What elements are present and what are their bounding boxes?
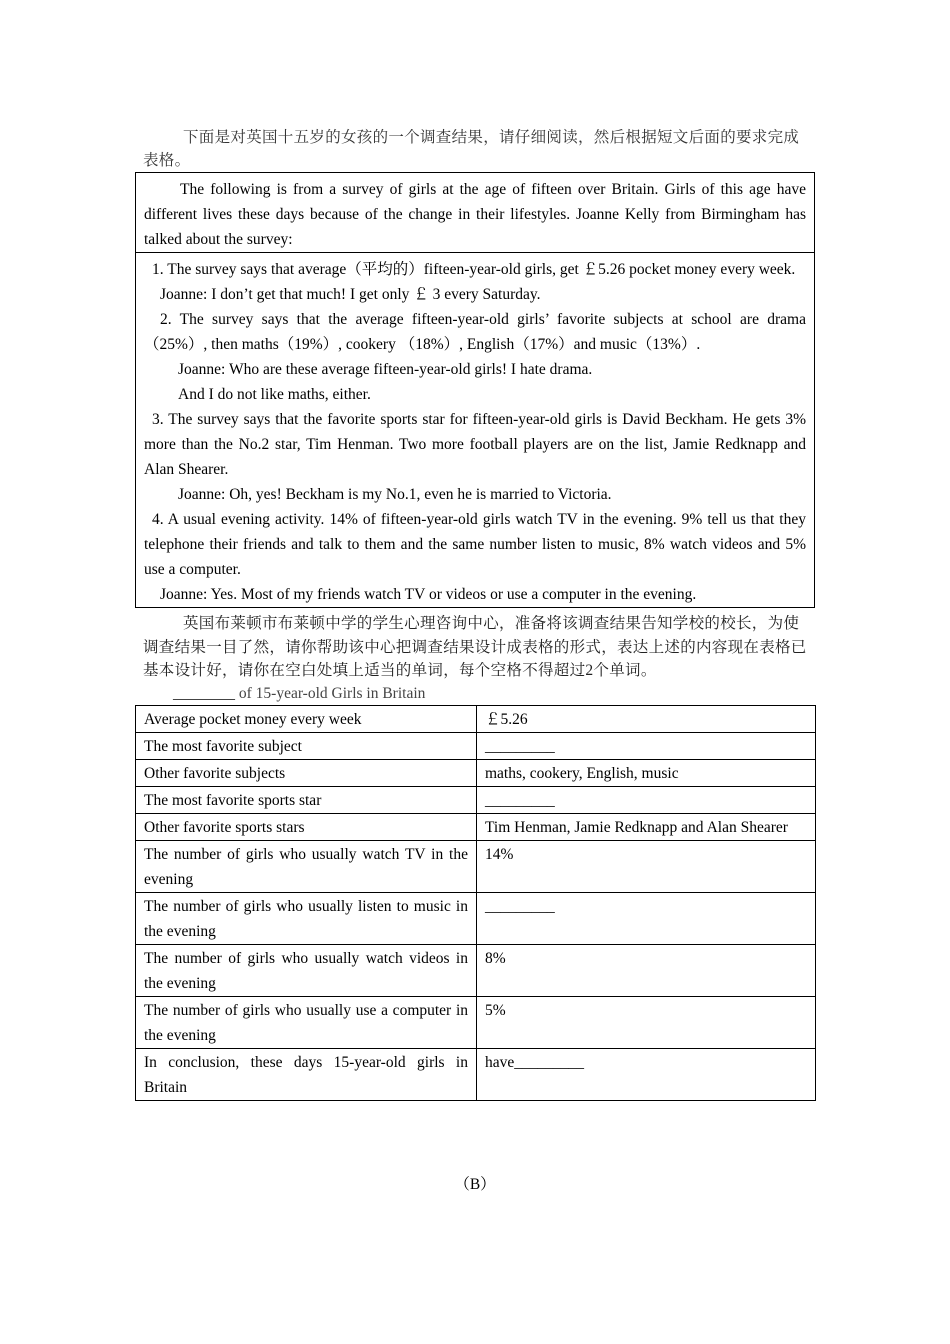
- passage-body: [136, 253, 814, 607]
- row-label: In conclusion, these days 15-year-old girls in Britain: [136, 1048, 477, 1100]
- passage-heading: The following is from a survey of girls at the age of fifteen over Britain. Girls of this age have different lives these days because of the change in their lifestyles. Joanne Kelly from Birmingham has talked about the survey:: [136, 173, 814, 253]
- task-instruction: 英国布莱顿市布莱顿中学的学生心理咨询中心，准备将该调查结果告知学校的校长，为使调查结果一目了然，请你帮助该中心把调查结果设计成表格的形式，表达上述的内容现在表格已基本设计好，请你在空白处填上适当的单词，每个空格不得超过2个单词。: [143, 615, 807, 679]
- answer-blank[interactable]: _________: [477, 786, 816, 813]
- table-row: [136, 1048, 816, 1100]
- row-label: The most favorite sports star: [136, 786, 477, 813]
- answer-blank[interactable]: _________: [477, 892, 816, 944]
- survey-table: [135, 705, 816, 1101]
- table-row: [136, 892, 816, 944]
- passage-line: Joanne: Oh, yes! Beckham is my No.1, even he is married to Victoria.: [178, 486, 612, 503]
- answer-blank[interactable]: _________: [477, 732, 816, 759]
- row-label: The most favorite subject: [136, 732, 477, 759]
- row-label: The number of girls who usually listen to music in the evening: [136, 892, 477, 944]
- row-value: 5%: [477, 996, 816, 1048]
- passage-line: 3. The survey says that the favorite sports star for fifteen-year-old girls is David Beckham. He gets 3% more than the No.2 star, Tim Henman. Two more football players are on the list, Jamie Redknapp and Alan Shearer.: [144, 411, 806, 478]
- passage-line: 4. A usual evening activity. 14% of fifteen-year-old girls watch TV in the evening. 9% tell us that they telephone their friends and talk to them and the same number listen to music, 8% watch videos and 5% use a computer.: [144, 511, 806, 578]
- row-value: ￡5.26: [477, 705, 816, 732]
- row-label: The number of girls who usually use a computer in the evening: [136, 996, 477, 1048]
- table-row: [136, 996, 816, 1048]
- section-label: （B）: [454, 1176, 496, 1193]
- passage-box: [135, 172, 815, 608]
- passage-line: Joanne: I don’t get that much! I get only ￡ 3 every Saturday.: [160, 286, 541, 303]
- row-value: Tim Henman, Jamie Redknapp and Alan Shearer: [477, 813, 816, 840]
- passage-line: And I do not like maths, either.: [178, 386, 371, 403]
- row-value: maths, cookery, English, music: [477, 759, 816, 786]
- passage-line: 2. The survey says that the average fifteen-year-old girls’ favorite subjects at school are drama（25%）, then maths（19%）, cookery （18%）, English（17%）and music（13%）.: [144, 311, 806, 353]
- passage-line: 1. The survey says that average（平均的）fifteen-year-old girls, get ￡5.26 pocket money every week.: [152, 261, 796, 278]
- passage-line: Joanne: Who are these average fifteen-year-old girls! I hate drama.: [178, 361, 593, 378]
- passage-line: Joanne: Yes. Most of my friends watch TV or videos or use a computer in the evening.: [160, 586, 697, 603]
- answer-blank[interactable]: have_________: [477, 1048, 816, 1100]
- table-row: [136, 786, 816, 813]
- intro-instruction: 下面是对英国十五岁的女孩的一个调查结果，请仔细阅读，然后根据短文后面的要求完成表格。: [143, 129, 800, 169]
- table-caption: [173, 683, 815, 705]
- row-value: 8%: [477, 944, 816, 996]
- row-label: The number of girls who usually watch TV in the evening: [136, 840, 477, 892]
- caption-blank[interactable]: ________: [173, 684, 235, 702]
- row-label: Other favorite subjects: [136, 759, 477, 786]
- page-content: [135, 126, 815, 1101]
- table-row: [136, 840, 816, 892]
- table-row: [136, 759, 816, 786]
- caption-text: of 15-year-old Girls in Britain: [235, 684, 426, 702]
- row-label: The number of girls who usually watch videos in the evening: [136, 944, 477, 996]
- row-label: Other favorite sports stars: [136, 813, 477, 840]
- table-row: [136, 705, 816, 732]
- table-row: [136, 732, 816, 759]
- row-label: Average pocket money every week: [136, 705, 477, 732]
- row-value: 14%: [477, 840, 816, 892]
- table-row: [136, 813, 816, 840]
- table-row: [136, 944, 816, 996]
